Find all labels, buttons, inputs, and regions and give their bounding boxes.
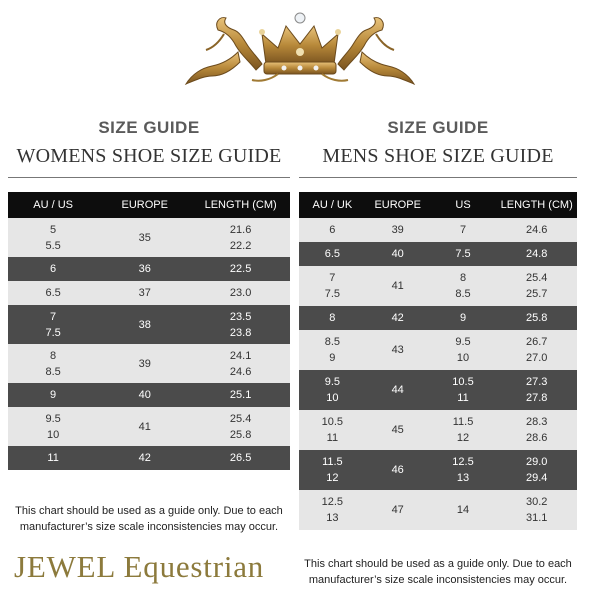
cell-value: 11 — [47, 452, 59, 464]
table-row — [299, 218, 577, 242]
table-cell-au-us — [8, 218, 98, 257]
table-cell-au-uk — [299, 218, 366, 242]
table-row — [299, 370, 577, 410]
cell-value: 11.5 — [322, 456, 343, 468]
table-cell-europe: 45 — [366, 410, 430, 450]
table-cell-length — [496, 242, 577, 266]
note-line: manufacturer’s size scale inconsistencies may occur. — [19, 521, 279, 533]
table-cell-length — [191, 383, 290, 407]
cell-value: 11 — [326, 432, 339, 444]
table-cell-length — [496, 330, 577, 370]
table-row — [8, 407, 290, 446]
mens-size-table — [299, 192, 577, 530]
cell-value: 30.2 — [525, 496, 548, 508]
mens-size-guide-label: SIZE GUIDE — [387, 118, 489, 137]
cell-value: 13 — [456, 472, 470, 484]
table-row — [8, 281, 290, 305]
table-row — [8, 446, 290, 470]
note-line: manufacturer’s size scale inconsistencies may occur. — [308, 574, 568, 586]
cell-value: 5.5 — [45, 239, 61, 252]
table-cell-au-uk — [299, 450, 366, 490]
table-cell-europe: 46 — [366, 450, 430, 490]
table-cell-europe: 43 — [366, 330, 430, 370]
cell-value: 25.8 — [525, 312, 548, 324]
cell-value: 10.5 — [321, 416, 344, 428]
cell-value: 27.8 — [525, 392, 548, 404]
cell-value: 24.8 — [525, 248, 548, 260]
table-cell-us — [430, 410, 497, 450]
table-cell-au-us — [8, 407, 98, 446]
cell-value: 25.4 — [229, 412, 252, 425]
cell-value: 5 — [50, 223, 57, 236]
cell-value: 10 — [456, 352, 470, 364]
table-cell-length — [496, 450, 577, 490]
cell-value: 9 — [329, 352, 336, 364]
cell-value: 14 — [456, 504, 470, 516]
cell-value: 12.5 — [321, 496, 344, 508]
table-cell-length — [191, 218, 290, 257]
table-cell-us — [430, 242, 497, 266]
table-cell-europe: 47 — [366, 490, 430, 530]
table-cell-length — [496, 218, 577, 242]
table-cell-us — [430, 306, 497, 330]
cell-value: 6.5 — [324, 248, 340, 260]
cell-value: 25.8 — [229, 428, 252, 441]
cell-value: 23.8 — [229, 326, 252, 339]
note-line: This chart should be used as a guide only. Due to each — [304, 558, 572, 570]
table-row — [299, 306, 577, 330]
table-cell-us — [430, 266, 497, 306]
table-cell-europe: 37 — [98, 281, 191, 305]
table-cell-length — [496, 306, 577, 330]
cell-value: 6.5 — [45, 287, 61, 299]
column-header: EUROPE — [366, 192, 430, 218]
cell-value: 10 — [46, 428, 60, 441]
cell-value: 25.1 — [229, 389, 252, 401]
table-cell-us — [430, 450, 497, 490]
table-row — [299, 450, 577, 490]
cell-value: 9 — [50, 389, 57, 401]
table-cell-us — [430, 490, 497, 530]
table-row — [299, 490, 577, 530]
table-cell-au-us — [8, 383, 98, 407]
cell-value: 24.1 — [229, 349, 252, 362]
cell-value: 6 — [50, 263, 57, 275]
cell-value: 12.5 — [452, 456, 474, 468]
cell-value: 27.0 — [525, 352, 548, 364]
cell-value: 9.5 — [45, 412, 61, 425]
cell-value: 7 — [50, 310, 57, 323]
cell-value: 8 — [329, 312, 336, 324]
column-header: AU / UK — [299, 192, 366, 218]
table-cell-au-us — [8, 257, 98, 281]
womens-size-guide-panel — [8, 115, 290, 470]
table-cell-length — [191, 305, 290, 344]
table-cell-length — [191, 407, 290, 446]
cell-value: 10.5 — [452, 376, 474, 388]
womens-size-table — [8, 192, 290, 470]
table-cell-au-uk — [299, 490, 366, 530]
table-cell-length — [191, 257, 290, 281]
column-header: LENGTH (CM) — [496, 192, 577, 218]
table-cell-au-uk — [299, 370, 366, 410]
mens-disclaimer-note — [299, 556, 577, 588]
table-cell-europe: 42 — [366, 306, 430, 330]
cell-value: 24.6 — [229, 365, 252, 378]
table-cell-europe: 39 — [366, 218, 430, 242]
table-cell-au-uk — [299, 410, 366, 450]
cell-value: 9.5 — [455, 336, 471, 348]
table-row — [8, 383, 290, 407]
crown-horses-crest-icon — [178, 4, 422, 88]
cell-value: 6 — [329, 224, 336, 236]
table-cell-au-us — [8, 446, 98, 470]
table-row — [299, 410, 577, 450]
note-line: This chart should be used as a guide only. Due to each — [15, 505, 283, 517]
table-cell-au-us — [8, 281, 98, 305]
cell-value: 10 — [326, 392, 339, 404]
table-cell-au-uk — [299, 306, 366, 330]
table-row — [8, 344, 290, 383]
column-header: US — [430, 192, 497, 218]
cell-value: 27.3 — [525, 376, 548, 388]
table-row — [299, 330, 577, 370]
table-row — [8, 218, 290, 257]
table-cell-europe: 38 — [98, 305, 191, 344]
cell-value: 29.4 — [525, 472, 548, 484]
cell-value: 9.5 — [324, 376, 340, 388]
table-row — [299, 242, 577, 266]
cell-value: 8.5 — [45, 365, 61, 378]
table-cell-europe: 41 — [366, 266, 430, 306]
table-cell-europe: 42 — [98, 446, 191, 470]
cell-value: 12 — [326, 472, 339, 484]
table-row — [8, 257, 290, 281]
cell-value: 28.6 — [525, 432, 548, 444]
table-cell-us — [430, 330, 497, 370]
womens-size-guide-label: SIZE GUIDE — [98, 118, 200, 137]
table-cell-length — [496, 490, 577, 530]
mens-size-guide-panel — [299, 115, 577, 530]
table-cell-europe: 40 — [366, 242, 430, 266]
column-header: AU / US — [8, 192, 98, 218]
table-cell-europe: 40 — [98, 383, 191, 407]
womens-shoe-size-guide-title: WOMENS SHOE SIZE GUIDE — [8, 141, 290, 178]
table-cell-us — [430, 218, 497, 242]
cell-value: 26.5 — [229, 452, 252, 464]
table-row — [8, 305, 290, 344]
brand-wordmark: JEWEL Equestrian — [14, 549, 265, 584]
cell-value: 29.0 — [525, 456, 548, 468]
cell-value: 23.5 — [229, 310, 252, 323]
table-cell-au-uk — [299, 330, 366, 370]
table-cell-au-uk — [299, 266, 366, 306]
table-cell-europe: 39 — [98, 344, 191, 383]
cell-value: 31.1 — [525, 512, 548, 524]
cell-value: 9 — [459, 312, 467, 324]
cell-value: 13 — [326, 512, 339, 524]
cell-value: 25.7 — [525, 288, 548, 300]
cell-value: 22.2 — [229, 239, 252, 252]
cell-value: 26.7 — [525, 336, 548, 348]
cell-value: 25.4 — [525, 272, 548, 284]
cell-value: 21.6 — [229, 223, 252, 236]
table-cell-au-us — [8, 344, 98, 383]
table-cell-us — [430, 370, 497, 410]
cell-value: 11 — [457, 392, 469, 404]
cell-value: 8.5 — [324, 336, 340, 348]
column-header: LENGTH (CM) — [191, 192, 290, 218]
table-cell-length — [191, 344, 290, 383]
table-cell-length — [496, 266, 577, 306]
table-cell-europe: 35 — [98, 218, 191, 257]
cell-value: 7 — [329, 272, 336, 284]
table-cell-length — [191, 281, 290, 305]
table-cell-europe: 36 — [98, 257, 191, 281]
cell-value: 7 — [459, 224, 467, 236]
cell-value: 23.0 — [229, 287, 252, 299]
cell-value: 8 — [459, 272, 467, 284]
cell-value: 7.5 — [324, 288, 340, 300]
table-row — [299, 266, 577, 306]
column-header: EUROPE — [98, 192, 191, 218]
cell-value: 7.5 — [455, 248, 471, 260]
cell-value: 8 — [50, 349, 57, 362]
cell-value: 22.5 — [229, 263, 252, 275]
cell-value: 7.5 — [45, 326, 61, 339]
womens-disclaimer-note — [8, 503, 290, 535]
table-cell-au-us — [8, 305, 98, 344]
cell-value: 11.5 — [452, 416, 474, 428]
mens-shoe-size-guide-title: MENS SHOE SIZE GUIDE — [299, 141, 577, 178]
table-cell-length — [191, 446, 290, 470]
cell-value: 8.5 — [455, 288, 471, 300]
cell-value: 24.6 — [525, 224, 548, 236]
table-cell-length — [496, 410, 577, 450]
table-cell-au-uk — [299, 242, 366, 266]
table-cell-europe: 44 — [366, 370, 430, 410]
cell-value: 12 — [456, 432, 470, 444]
cell-value: 28.3 — [525, 416, 548, 428]
table-cell-europe: 41 — [98, 407, 191, 446]
table-cell-length — [496, 370, 577, 410]
